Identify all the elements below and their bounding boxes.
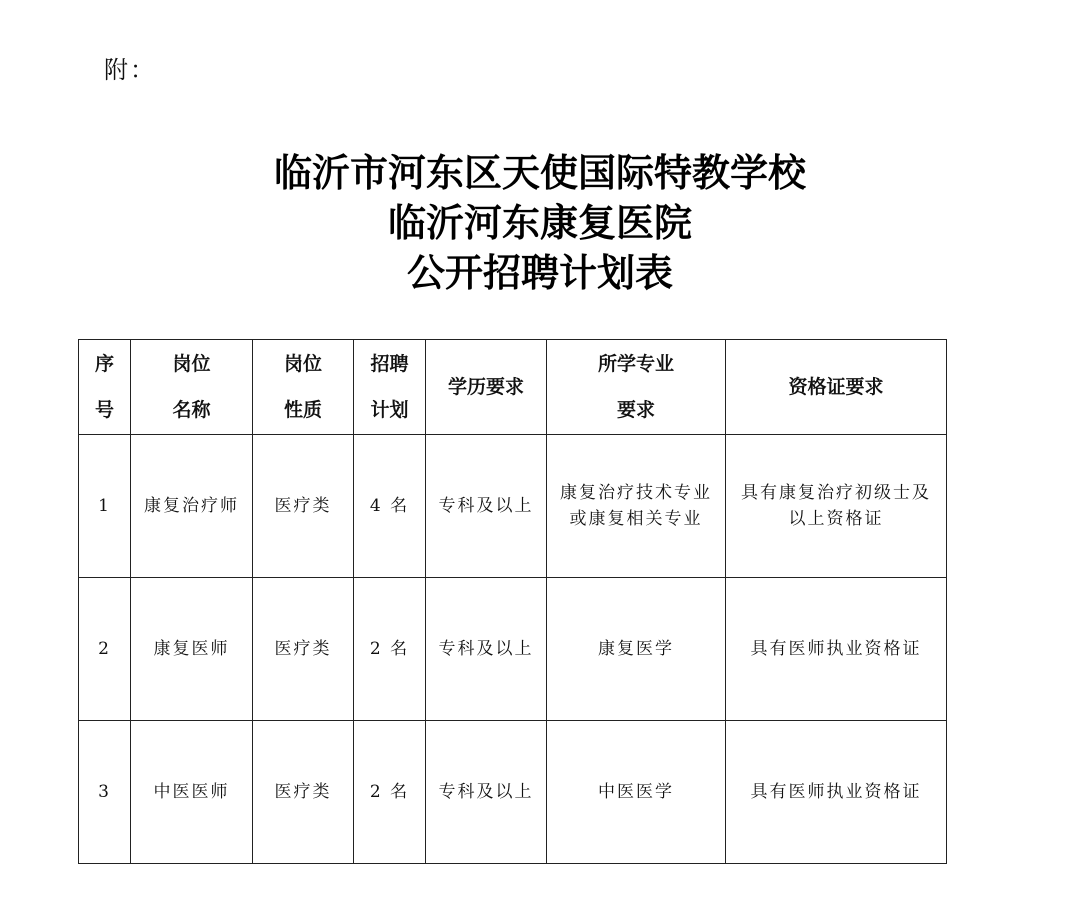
cell-major: 中医医学: [547, 721, 726, 864]
header-serial: 序 号: [79, 340, 131, 435]
header-position-name: 岗位 名称: [131, 340, 253, 435]
title-line-school: 临沂市河东区天使国际特教学校: [273, 150, 806, 195]
cell-position-name: 康复医师: [131, 578, 253, 721]
header-major: 所学专业 要求: [547, 340, 726, 435]
document-title: [0, 148, 1080, 298]
cell-position-nature: 医疗类: [253, 721, 354, 864]
cell-position-nature: 医疗类: [253, 578, 354, 721]
table-header: [79, 340, 947, 435]
cell-position-name: 康复治疗师: [131, 435, 253, 578]
table-row: [79, 578, 947, 721]
title-line-plan: 公开招聘计划表: [406, 250, 673, 295]
header-row: [79, 340, 947, 435]
recruitment-plan-table: [78, 339, 947, 864]
cell-position-name: 中医医师: [131, 721, 253, 864]
cell-quota: 2 名: [354, 578, 426, 721]
cell-quota: 4 名: [354, 435, 426, 578]
header-education: 学历要求: [426, 340, 547, 435]
cell-certificate: 具有康复治疗初级士及 以上资格证: [726, 435, 947, 578]
header-certificate: 资格证要求: [726, 340, 947, 435]
header-recruit-quota: 招聘 计划: [354, 340, 426, 435]
title-line-hospital: 临沂河东康复医院: [387, 200, 692, 245]
cell-serial: 3: [79, 721, 131, 864]
cell-education: 专科及以上: [426, 721, 547, 864]
table-row: [79, 721, 947, 864]
cell-education: 专科及以上: [426, 578, 547, 721]
table-row: [79, 435, 947, 578]
cell-position-nature: 医疗类: [253, 435, 354, 578]
cell-serial: 1: [79, 435, 131, 578]
cell-certificate: 具有医师执业资格证: [726, 578, 947, 721]
cell-education: 专科及以上: [426, 435, 547, 578]
cell-quota: 2 名: [354, 721, 426, 864]
annex-label: 附：: [104, 56, 156, 84]
header-position-nature: 岗位 性质: [253, 340, 354, 435]
table-body: [79, 435, 947, 864]
cell-major: 康复医学: [547, 578, 726, 721]
cell-serial: 2: [79, 578, 131, 721]
cell-major: 康复治疗技术专业 或康复相关专业: [547, 435, 726, 578]
cell-certificate: 具有医师执业资格证: [726, 721, 947, 864]
